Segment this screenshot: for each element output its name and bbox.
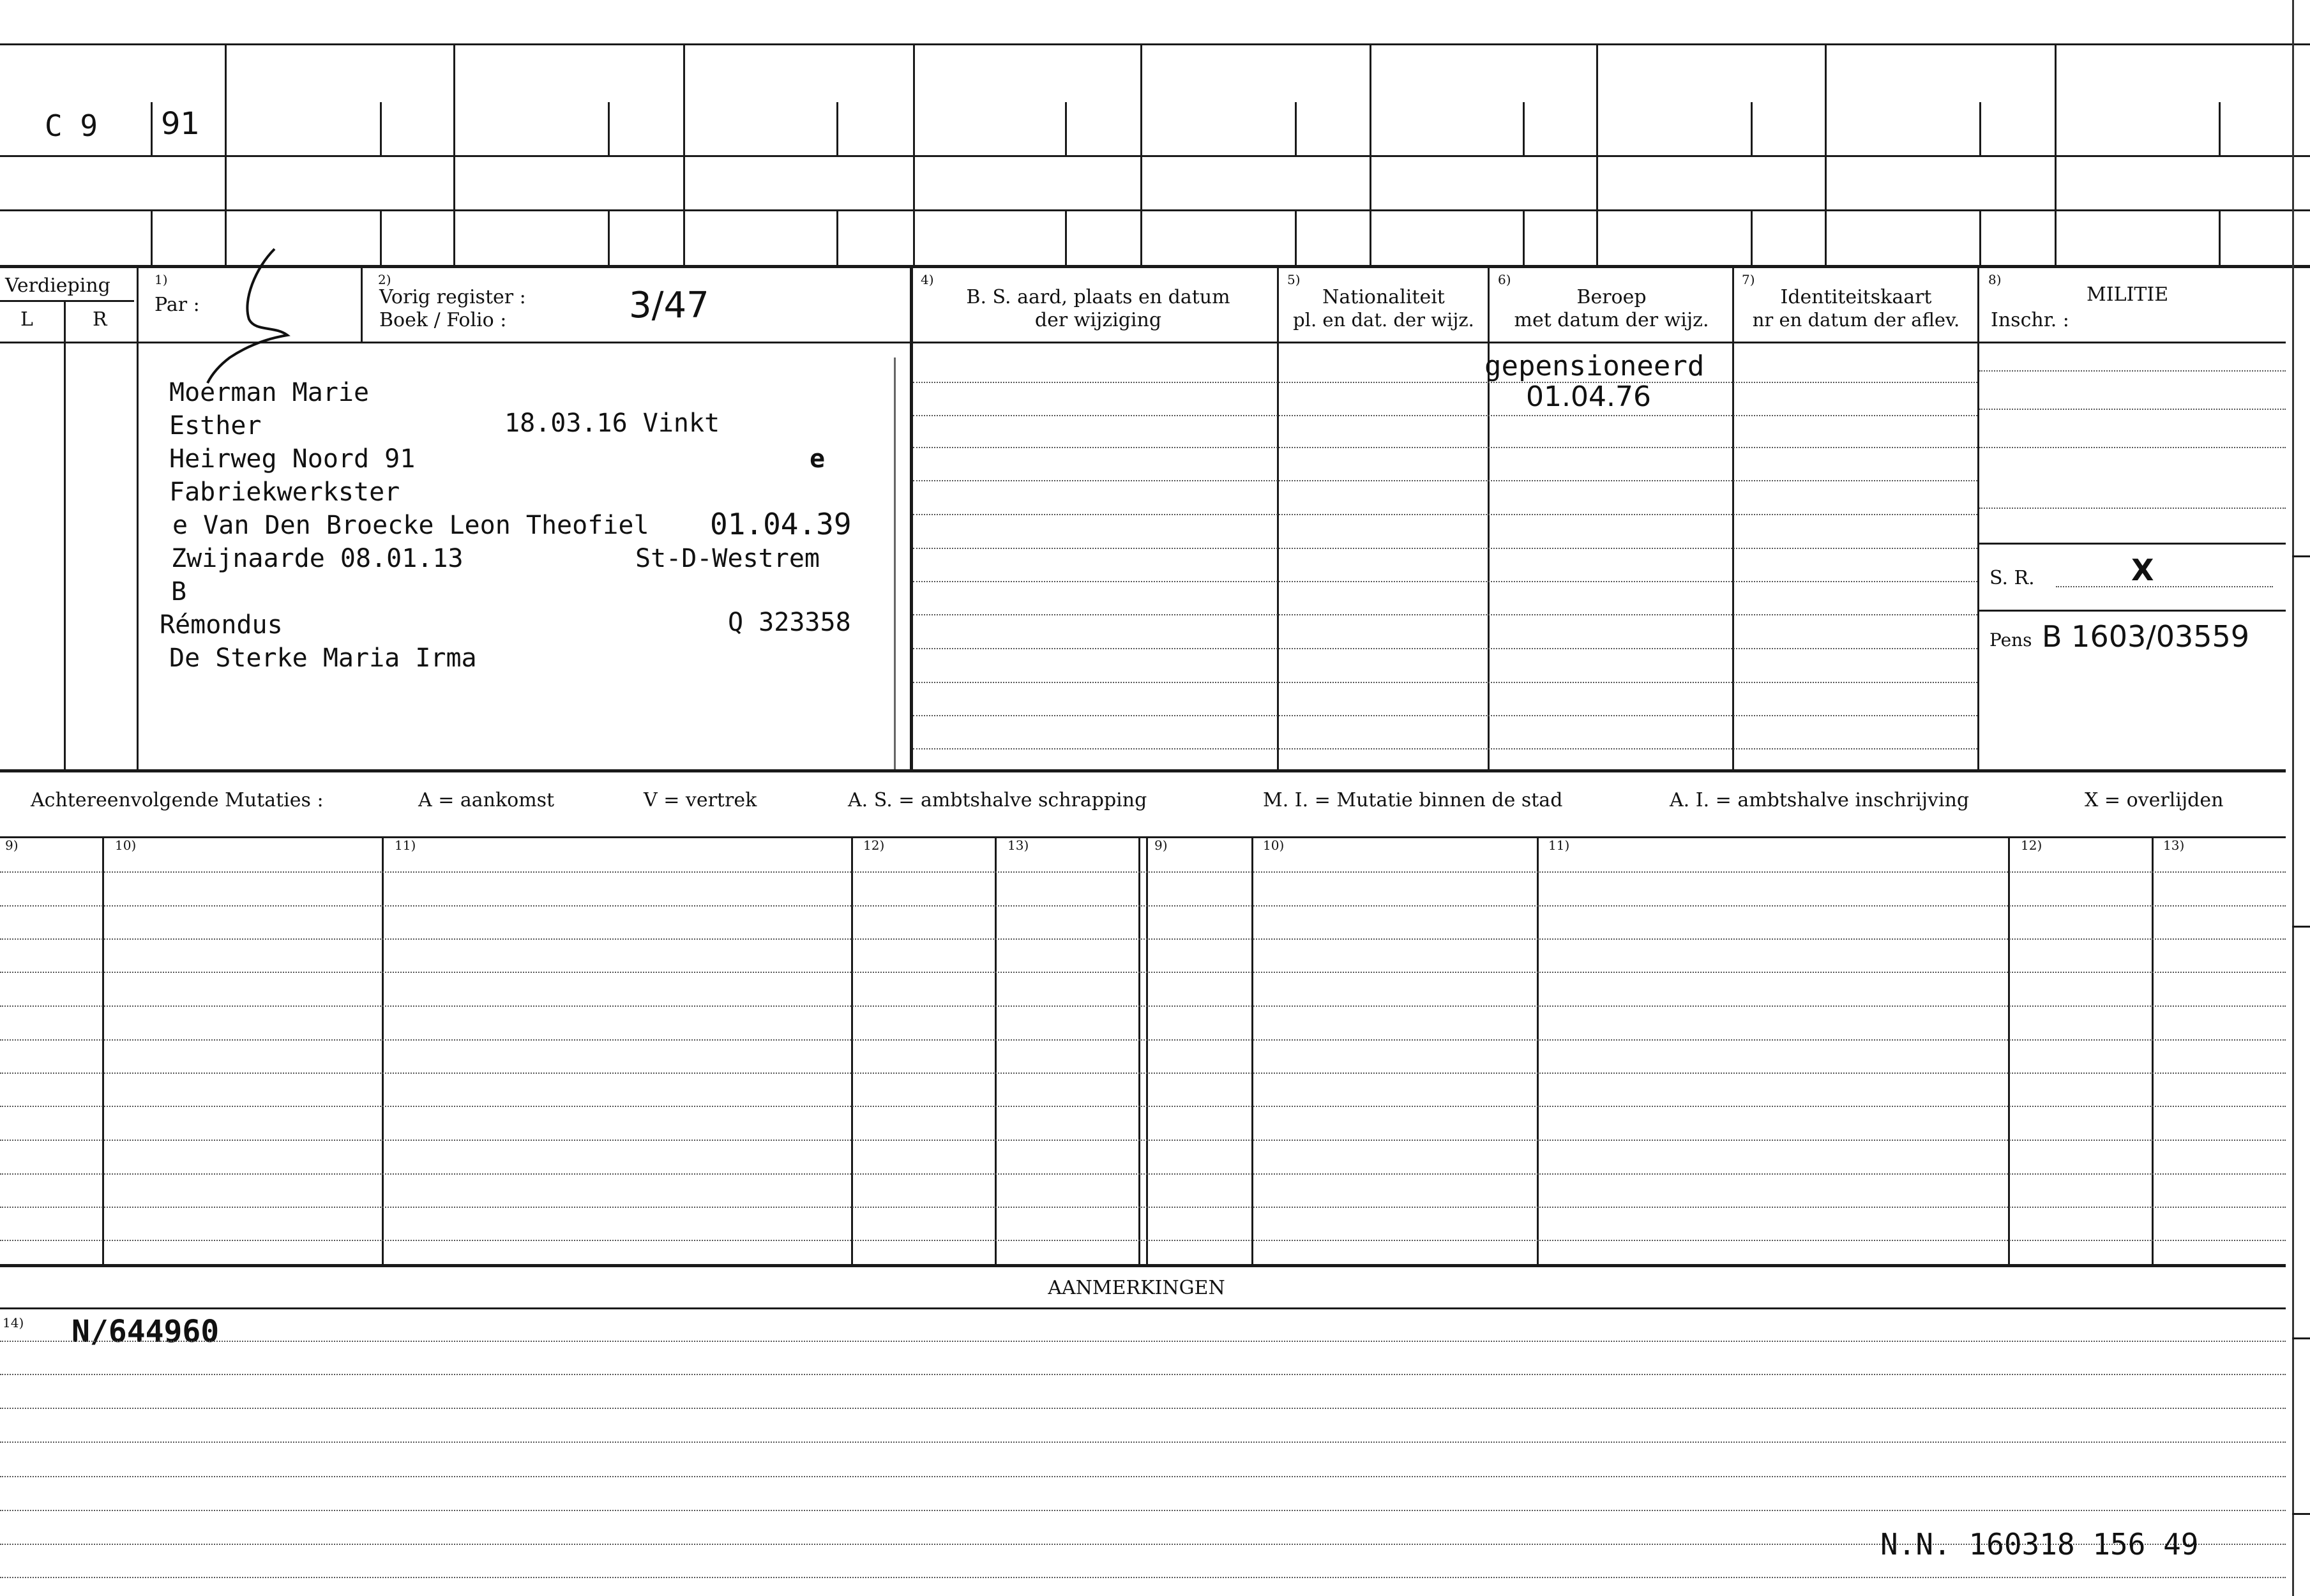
rule <box>913 480 1977 481</box>
rule <box>225 43 227 265</box>
sr-value: X <box>2131 553 2154 587</box>
aanmerking-value: N/644960 <box>72 1314 220 1350</box>
mut-col-header: 10) <box>1263 838 1285 853</box>
rule <box>0 43 2310 45</box>
identiteitskaart-label-2: nr en datum der aflev. <box>1752 309 1960 331</box>
rule <box>913 548 1977 549</box>
rule <box>151 209 153 265</box>
bs-label-2: der wijziging <box>1034 309 1162 331</box>
rule <box>0 1264 2286 1267</box>
rule <box>1537 838 1539 1264</box>
rule <box>1979 543 2286 545</box>
inschr-label: Inschr. : <box>1991 309 2069 331</box>
field-1-number: 1) <box>155 272 168 287</box>
rule <box>0 1408 2286 1409</box>
mut-col-header: 13) <box>2163 838 2185 853</box>
mut-col-header: 11) <box>1548 838 1570 853</box>
rule <box>913 514 1977 515</box>
rule <box>0 300 134 302</box>
mut-col-header: 11) <box>395 838 416 853</box>
pens-value: B 1603/03559 <box>2042 619 2250 654</box>
q-number: Q 323358 <box>728 608 851 637</box>
rule <box>1977 268 1979 769</box>
rule <box>1065 209 1067 265</box>
vorig-register-label: Vorig register : <box>379 286 526 308</box>
rule <box>1146 838 1148 1264</box>
spouse-name: e Van Den Broecke Leon Theofiel <box>172 511 649 540</box>
mut-col-header: 12) <box>863 838 885 853</box>
rule <box>913 447 1977 448</box>
identiteitskaart-label-1: Identiteitskaart <box>1780 286 1932 308</box>
person-name: Moerman Marie <box>169 378 370 407</box>
rule <box>0 1140 2286 1141</box>
rule <box>2292 0 2294 1596</box>
rule <box>0 871 2286 873</box>
floor-r-label: R <box>93 308 107 331</box>
rule <box>836 102 838 155</box>
rule <box>2292 1337 2310 1339</box>
militie-label: MILITIE <box>2087 283 2169 306</box>
rule <box>2219 102 2221 155</box>
marriage-date: 01.04.39 <box>710 507 852 541</box>
field-7-number: 7) <box>1742 272 1755 287</box>
rule <box>0 1207 2286 1208</box>
beroep-date: 01.04.76 <box>1526 380 1651 413</box>
rule <box>0 209 2310 211</box>
mother-name: De Sterke Maria Irma <box>169 644 477 673</box>
national-number: N.N. 160318 156 49 <box>1880 1527 2199 1562</box>
rule <box>608 102 610 155</box>
rule <box>0 836 2286 838</box>
rule <box>913 748 1977 749</box>
rule <box>851 838 853 1264</box>
rule <box>2292 926 2310 928</box>
rule <box>608 209 610 265</box>
rule <box>683 43 685 265</box>
rule <box>836 209 838 265</box>
rule <box>1979 610 2286 612</box>
rule <box>894 358 896 769</box>
field-14-number: 14) <box>3 1315 24 1330</box>
mut-col-header: 10) <box>115 838 137 853</box>
rule <box>1140 43 1142 265</box>
bs-label-1: B. S. aard, plaats en datum <box>966 286 1230 308</box>
field-8-number: 8) <box>1988 272 2002 287</box>
rule <box>2056 586 2273 587</box>
legend-x: X = overlijden <box>2085 789 2224 811</box>
rule <box>0 265 2310 268</box>
rule <box>0 972 2286 973</box>
rule <box>137 268 139 769</box>
beroep-label-1: Beroep <box>1576 286 1647 308</box>
rule <box>913 43 915 265</box>
rule <box>2292 1513 2310 1515</box>
address: Heirweg Noord 91 <box>169 444 416 474</box>
verdieping-label: Verdieping <box>5 275 110 297</box>
field-5-number: 5) <box>1287 272 1301 287</box>
rule <box>0 342 2286 343</box>
rule <box>0 1307 2286 1309</box>
rule <box>913 614 1977 615</box>
rule <box>1251 838 1253 1264</box>
rule <box>1065 102 1067 155</box>
rule <box>380 102 382 155</box>
rule <box>913 648 1977 649</box>
rule <box>913 382 1977 383</box>
rule <box>0 905 2286 907</box>
rule <box>0 1106 2286 1107</box>
rule <box>0 1374 2286 1375</box>
rule <box>995 838 997 1264</box>
marital-mark: e <box>810 444 826 474</box>
mut-col-header: 9) <box>1154 838 1168 853</box>
father-name: Rémondus <box>160 610 283 640</box>
boek-folio-label: Boek / Folio : <box>379 309 507 331</box>
beroep-value: gepensioneerd <box>1484 350 1705 382</box>
mut-col-header: 12) <box>2021 838 2042 853</box>
rule <box>2219 209 2221 265</box>
rule <box>0 769 2286 772</box>
rule <box>0 1442 2286 1443</box>
rule <box>0 938 2286 940</box>
rule <box>1979 370 2286 372</box>
rule <box>1370 43 1371 265</box>
rule <box>1295 209 1297 265</box>
field-4-number: 4) <box>921 272 934 287</box>
rule <box>1979 447 2286 448</box>
rule <box>0 1173 2286 1175</box>
rule <box>913 682 1977 683</box>
legend-v: V = vertrek <box>644 789 757 811</box>
legend-ai: A. I. = ambtshalve inschrijving <box>1670 789 1970 811</box>
rule <box>2055 43 2057 265</box>
rule <box>2292 555 2310 557</box>
rule <box>0 1577 2286 1578</box>
rule <box>0 1510 2286 1511</box>
par-label: Par : <box>155 294 200 316</box>
rule <box>1979 102 1981 155</box>
occupation: Fabriekwerkster <box>169 478 400 507</box>
beroep-label-2: met datum der wijz. <box>1514 309 1709 331</box>
rule <box>380 209 382 265</box>
rule <box>913 581 1977 582</box>
rule <box>64 300 66 769</box>
field-2-number: 2) <box>378 272 391 287</box>
rule <box>1825 43 1827 265</box>
field-6-number: 6) <box>1498 272 1511 287</box>
rule <box>1523 209 1525 265</box>
card-code: C 9 <box>45 109 98 143</box>
rule <box>1523 102 1525 155</box>
rule <box>2152 838 2154 1264</box>
rule <box>0 1073 2286 1074</box>
card-number: 91 <box>161 106 200 142</box>
rule <box>361 268 363 343</box>
rule <box>1295 102 1297 155</box>
rule <box>382 838 384 1264</box>
nationaliteit-label-1: Nationaliteit <box>1322 286 1445 308</box>
b-marker: B <box>171 577 187 606</box>
vorig-register-value: 3/47 <box>629 285 709 326</box>
rule <box>1751 209 1753 265</box>
rule <box>1751 102 1753 155</box>
rule <box>1596 43 1598 265</box>
pens-label: Pens <box>1989 629 2032 651</box>
aanmerkingen-title: AANMERKINGEN <box>1048 1277 1225 1299</box>
marriage-place: St-D-Westrem <box>635 544 820 573</box>
mut-col-header: 9) <box>5 838 19 853</box>
rule <box>1979 508 2286 509</box>
legend-a: A = aankomst <box>418 789 555 811</box>
rule <box>0 1476 2286 1477</box>
person-given-name: Esther <box>169 411 262 440</box>
rule <box>0 155 2310 157</box>
rule <box>1138 838 1140 1264</box>
legend-as: A. S. = ambtshalve schrapping <box>848 789 1147 811</box>
rule <box>1732 268 1734 769</box>
rule <box>0 1005 2286 1007</box>
nationaliteit-label-2: pl. en dat. der wijz. <box>1293 309 1474 331</box>
rule <box>1277 268 1279 769</box>
spouse-birth: Zwijnaarde 08.01.13 <box>171 544 464 573</box>
floor-l-label: L <box>20 308 33 331</box>
legend-mi: M. I. = Mutatie binnen de stad <box>1263 789 1563 811</box>
rule <box>913 715 1977 716</box>
rule <box>910 268 913 769</box>
mutaties-title: Achtereenvolgende Mutaties : <box>31 789 324 811</box>
rule <box>2008 838 2010 1264</box>
rule <box>1979 409 2286 410</box>
birth-date-place: 18.03.16 Vinkt <box>504 409 720 438</box>
rule <box>1979 209 1981 265</box>
mut-col-header: 13) <box>1008 838 1029 853</box>
rule <box>913 415 1977 416</box>
rule <box>151 102 153 155</box>
rule <box>102 838 104 1264</box>
rule <box>1488 268 1490 769</box>
rule <box>0 1039 2286 1041</box>
rule <box>453 43 455 265</box>
sr-label: S. R. <box>1989 567 2035 589</box>
rule <box>0 1240 2286 1241</box>
rule <box>0 1341 2286 1342</box>
